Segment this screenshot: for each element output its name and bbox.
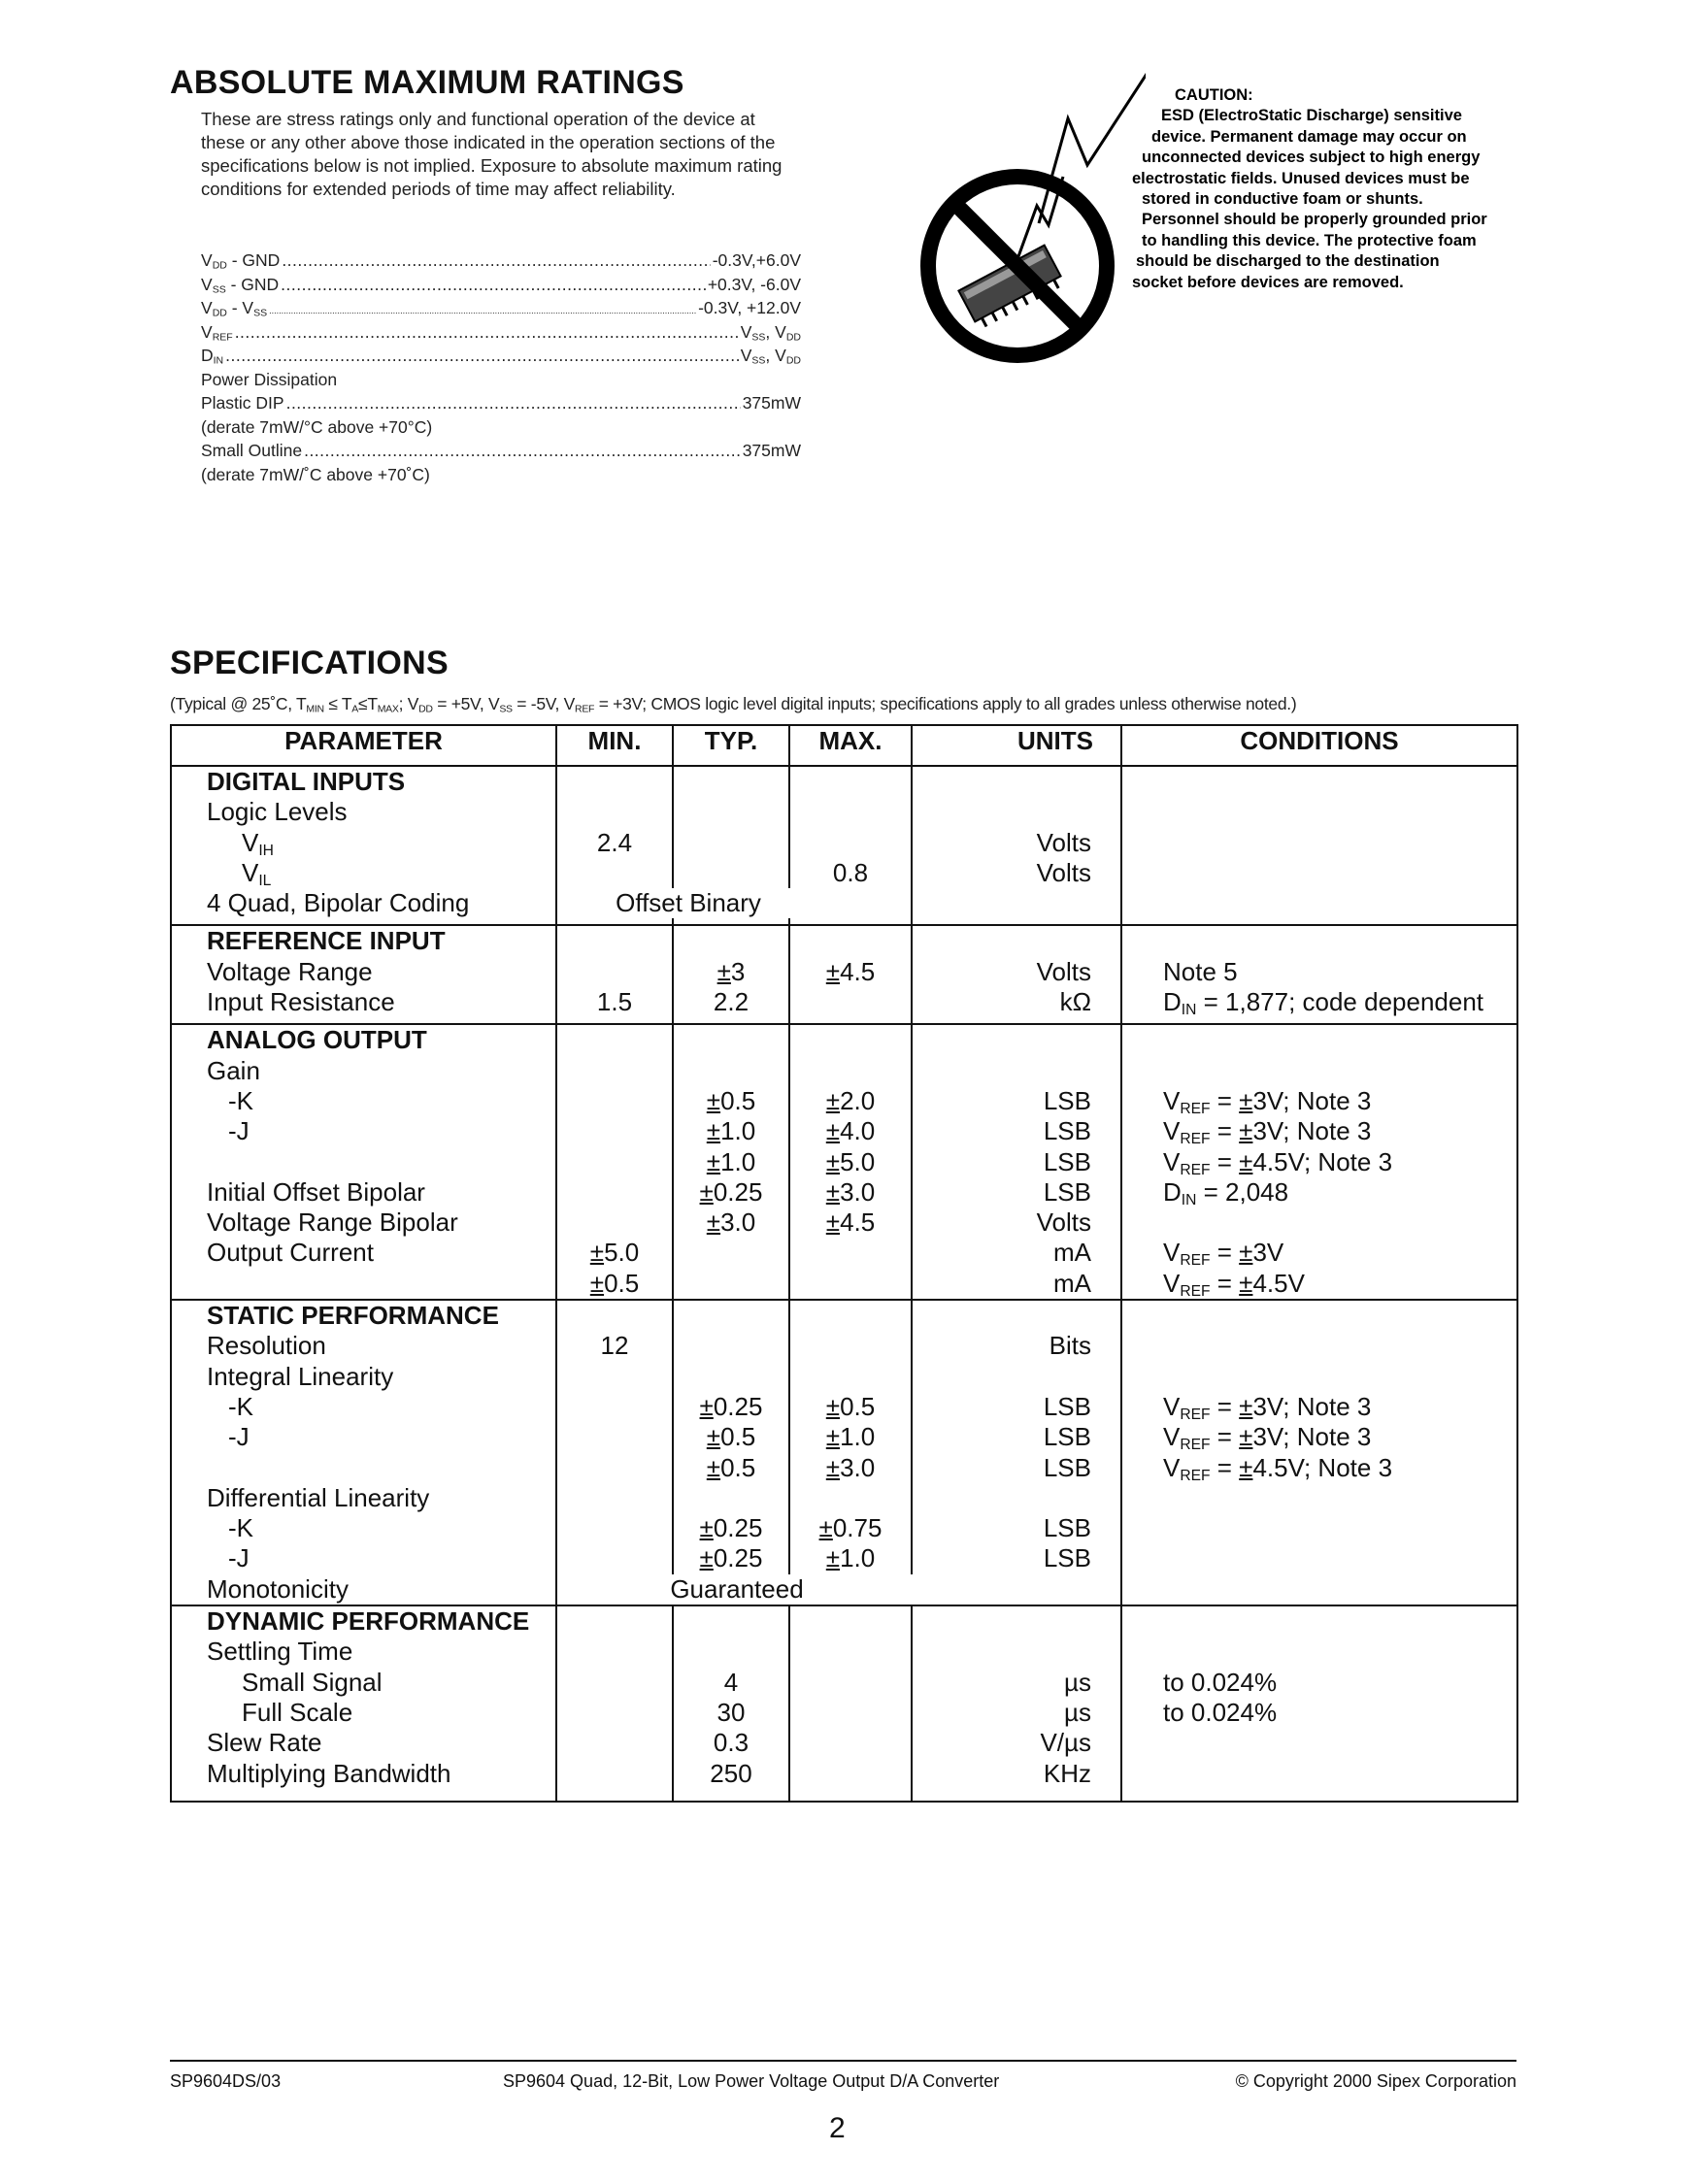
section-analog-output: ANALOG OUTPUT Gain -K -J Initial Offset Bipolar Voltage Range Bipolar Output Current ±5.0 ±0.5 ±0.5 ±1.0 ±1.0 ±0.25 ±3.0 ±2.0 ±4.0 ±5.0 ±3.0 ±4.5 LSB LSB LSB LSB Volts mA mA $V_{REF} = \pm 3V$; Note 3 $V_{REF} = \pm 3V$; Note 3 $V_{REF} = \pm 4.5V$; Note 3 $D_{IN} = 2,048$ $V_{REF} = \pm 3V$ $V_{REF} = \pm 4.5V$ — [171, 1024, 1517, 1300]
rating-vdd-vss: $V_{DD} - V_{SS}$ ..... -0.3V, +12.0V — [201, 296, 801, 320]
section-reference-input: REFERENCE INPUT Voltage Range Input Resistance 1.5 ±3 2.2 ±4.5 Volts kΩ Note 5 $D_{IN} = 1,877$; code dependent — [171, 925, 1517, 1024]
esd-caution-text: CAUTION: ESD (ElectroStatic Discharge) sensitive device. Permanent damage may occur on unconnected devices subject to high energy electrostatic fields. Unused devices must be stored in conductive foam or shunts. Personnel should be properly grounded prior to handling this device. The protective foam should be discharged to the destination socket before devices are removed. — [1132, 86, 1487, 291]
footer-doc-id: SP9604DS/03 — [170, 2071, 282, 2091]
amr-intro: These are stress ratings only and functional operation of the device at these or any other above those indicated in the operation sections of the specifications below is not implied. Exposure to absolute maximum rating conditions for extended periods of time may affect reliability. — [201, 109, 783, 199]
amr-title: ABSOLUTE MAXIMUM RATINGS — [170, 64, 684, 101]
esd-warning-icon — [893, 60, 1146, 381]
rating-small-outline: Small Outline ..... 375mW — [201, 439, 801, 463]
rating-vdd-gnd: $V_{DD}$ - GND ..... -0.3V,+6.0V — [201, 248, 801, 273]
rating-value: $V_{SS}$, $V_{DD}$ — [740, 346, 801, 367]
page-number: 2 — [829, 2112, 846, 2144]
col-header-max: MAX. — [789, 725, 912, 766]
rating-plastic-dip: Plastic DIP ..... 375mW — [201, 391, 801, 415]
rating-value: -0.3V, +12.0V — [698, 298, 801, 317]
specifications-title: SPECIFICATIONS — [170, 645, 449, 681]
rating-value: $V_{SS}$, $V_{DD}$ — [740, 321, 801, 344]
col-header-min: MIN. — [556, 725, 673, 766]
rating-vref: $V_{REF}$ ..... $V_{SS}$, $V_{DD}$ — [201, 320, 801, 345]
section-dynamic-performance: DYNAMIC PERFORMANCE Settling Time Small Signal Full Scale Slew Rate Multiplying Bandwidth 4 30 0.3 250 µs µs V/µs KHz to 0.024% to 0.024% — [171, 1605, 1517, 1802]
power-dissipation-label: Power Dissipation — [201, 369, 338, 389]
footer-divider — [170, 2060, 1516, 2062]
col-header-conditions: CONDITIONS — [1121, 725, 1517, 766]
col-header-units: UNITS — [912, 725, 1121, 766]
derate-note-2: (derate 7mW/˚C above +70˚C) — [201, 464, 430, 484]
rating-vss-gnd: $V_{SS}$ - GND ..... +0.3V, -6.0V — [201, 273, 801, 297]
coding-value: Offset Binary — [557, 888, 819, 918]
table-header-row — [171, 725, 1517, 766]
col-header-typ: TYP. — [673, 725, 789, 766]
rating-value: -0.3V,+6.0V — [712, 250, 801, 270]
monotonicity-value: Guaranteed — [557, 1574, 916, 1605]
col-header-parameter: PARAMETER — [171, 725, 556, 766]
rating-value: +0.3V, -6.0V — [707, 274, 801, 294]
specifications-table — [170, 724, 1518, 1803]
section-static-performance: STATIC PERFORMANCE Resolution Integral Linearity -K -J Differential Linearity -K -J Monotonicity 12 Guaranteed ±0.25 ±0.5 ±0.5 ±0.25 ±0.25 ±0.5 ±1.0 ±3.0 ±0.75 ±1.0 Bits LSB LSB LSB LSB LSB $V_{REF} = \pm 3V$; Note 3 $V_{REF} = \pm 3V$; Note 3 $V_{REF} = \pm 4.5V$; Note 3 — [171, 1300, 1517, 1605]
rating-din: $D_{IN}$ ..... $V_{SS}$, $V_{DD}$ — [201, 344, 801, 368]
amr-ratings-list — [201, 248, 801, 486]
specifications-conditions-note: (Typical @ 25˚C, $T_{MIN} \le T_A\le T_{MAX}$; $V_{DD} = +5V$, $V_{SS} = -5V$, $V_{REF} = +3V$; CMOS logic level digital inputs; specifications apply to all grades unless otherwise noted.) — [170, 694, 1297, 715]
footer-copyright: © Copyright 2000 Sipex Corporation — [1235, 2071, 1516, 2091]
footer-doc-title: SP9604 Quad, 12-Bit, Low Power Voltage Output D/A Converter — [503, 2071, 1000, 2091]
section-digital-inputs: DIGITAL INPUTS Logic Levels $V_{IH}$ $V_{IL}$ 4 Quad, Bipolar Coding 2.4 Offset Binary 0.8 Volts Volts — [171, 766, 1517, 925]
derate-note-1: (derate 7mW/°C above +70°C) — [201, 416, 433, 437]
